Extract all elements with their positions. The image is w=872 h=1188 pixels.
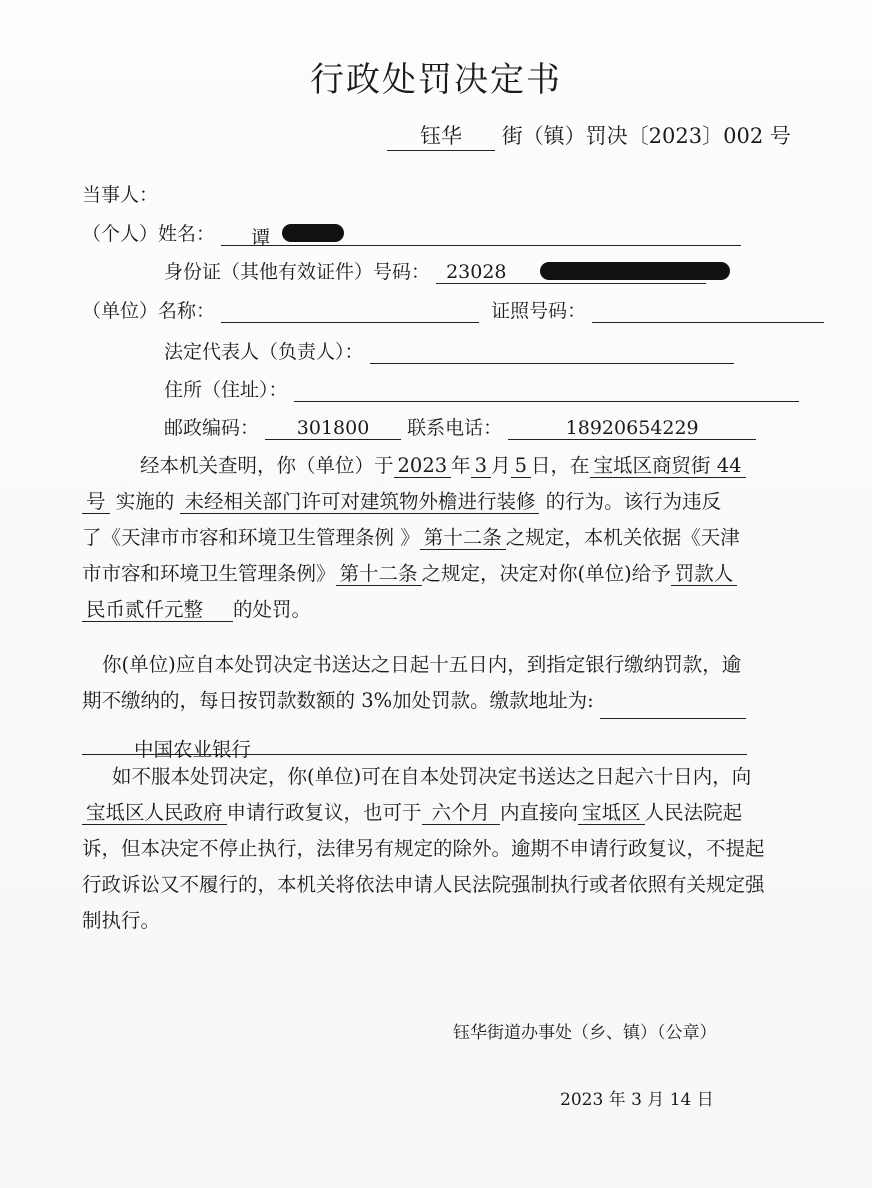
text-run: 人民法院起 <box>644 801 743 824</box>
text-run: 日，在 <box>531 454 590 477</box>
address-field <box>294 379 799 402</box>
individual-name-label: （个人）姓名： <box>82 223 216 245</box>
paragraph-line <box>82 556 822 592</box>
text-run: 经本机关查明，你（单位）于 <box>140 454 394 477</box>
paragraph-line <box>82 484 822 520</box>
payment-bank-field <box>82 732 747 761</box>
text-run: 行政诉讼又不履行的，本机关将依法申请人民法院强制执行或者依照有关规定强 <box>82 873 765 896</box>
text-run: 的处罚。 <box>233 598 312 621</box>
text-run: 月 <box>491 454 511 477</box>
text-run: 年 <box>451 454 471 477</box>
text-run: 内直接向 <box>500 801 579 824</box>
phone-label: 联系电话： <box>407 417 503 439</box>
party-heading: 当事人： <box>82 184 159 206</box>
paragraph-line <box>82 795 822 831</box>
payment-address-blank <box>600 696 746 719</box>
paragraph-line <box>82 903 822 939</box>
payment-paragraph <box>82 647 822 761</box>
violated-article: 第十二条 <box>420 526 506 550</box>
postcode-label: 邮政编码： <box>164 417 260 439</box>
paragraph-line <box>82 719 822 761</box>
redaction-mark <box>540 262 730 280</box>
incident-month: 3 <box>471 454 491 478</box>
legal-rep-row <box>164 337 734 364</box>
text-run: 诉，但本决定不停止执行，法律另有规定的除外。逾期不申请行政复议，不提起 <box>82 837 765 860</box>
individual-name-value: 谭 <box>251 227 271 249</box>
text-run: 期不缴纳的，每日按罚款数额的 3%加处罚款。缴款地址为: <box>82 689 594 712</box>
penalty-cont: 民币贰仟元整 <box>82 598 233 622</box>
finding-paragraph <box>82 448 822 628</box>
text-run: 如不服本处罚决定，你(单位)可在自本处罚决定书送达之日起六十日内，向 <box>112 765 752 788</box>
payment-bank: 中国农业银行 <box>134 738 252 761</box>
issuing-office: 钰华街道办事处（乡、镇）（公章） <box>453 1023 717 1043</box>
address-row <box>164 375 799 402</box>
paragraph-line <box>82 759 822 795</box>
paragraph-line <box>82 831 822 867</box>
text-run: 制执行。 <box>82 909 161 932</box>
individual-id-label: 身份证（其他有效证件）号码： <box>164 261 431 283</box>
paragraph-line <box>82 520 822 556</box>
unit-name-label: （单位）名称： <box>82 300 216 322</box>
appeal-paragraph <box>82 759 822 939</box>
paragraph-line <box>82 448 822 484</box>
incident-day: 5 <box>511 454 531 478</box>
legal-rep-label: 法定代表人（负责人）： <box>164 341 364 363</box>
basis-article: 第十二条 <box>336 562 422 586</box>
individual-id-value: 23028 <box>446 261 507 283</box>
paragraph-line <box>82 683 822 719</box>
contact-row <box>164 413 756 440</box>
text-run: 之规定，本机关依据《天津 <box>505 526 740 549</box>
legal-rep-field <box>370 341 734 364</box>
text-run: 实施的 <box>115 490 175 513</box>
text-run: 的行为。该行为违反 <box>545 490 722 513</box>
license-label: 证照号码： <box>491 300 587 322</box>
violation-act: 未经相关部门许可对建筑物外檐进行装修 <box>180 490 539 514</box>
paragraph-line <box>82 647 822 683</box>
unit-name-field <box>221 300 479 323</box>
paragraph-line <box>82 867 822 903</box>
document-number <box>387 120 791 151</box>
redaction-mark <box>282 224 344 242</box>
paragraph-line <box>82 592 822 628</box>
penalty: 罚款人 <box>671 562 738 586</box>
document-title: 行政处罚决定书 <box>310 60 562 100</box>
license-field <box>592 300 824 323</box>
review-authority: 宝坻区人民政府 <box>82 801 227 825</box>
text-run: 了《天津市市容和环境卫生管理条例 》 <box>82 526 420 549</box>
incident-place: 宝坻区商贸街 44 <box>590 454 746 478</box>
postcode-value: 301800 <box>265 417 401 440</box>
incident-place-cont: 号 <box>82 490 110 514</box>
unit-name-row <box>82 296 824 323</box>
court-district: 宝坻区 <box>578 801 645 825</box>
lawsuit-period: 六个月 <box>422 801 501 825</box>
text-run: 你(单位)应自本处罚决定书送达之日起十五日内，到指定银行缴纳罚款，逾 <box>102 653 742 676</box>
address-label: 住所（住址）： <box>164 379 288 401</box>
incident-year: 2023 <box>394 454 452 478</box>
town-name: 钰华 <box>387 120 495 151</box>
individual-name-row <box>82 219 741 249</box>
document-number-suffix: 街（镇）罚决〔2023〕002 号 <box>501 124 791 148</box>
text-run: 之规定，决定对你(单位)给予 <box>421 562 671 585</box>
phone-value: 18920654229 <box>508 417 756 440</box>
text-run: 申请行政复议，也可于 <box>226 801 422 824</box>
text-run: 市市容和环境卫生管理条例》 <box>82 562 336 585</box>
issue-date: 2023 年 3 月 14 日 <box>560 1090 714 1110</box>
